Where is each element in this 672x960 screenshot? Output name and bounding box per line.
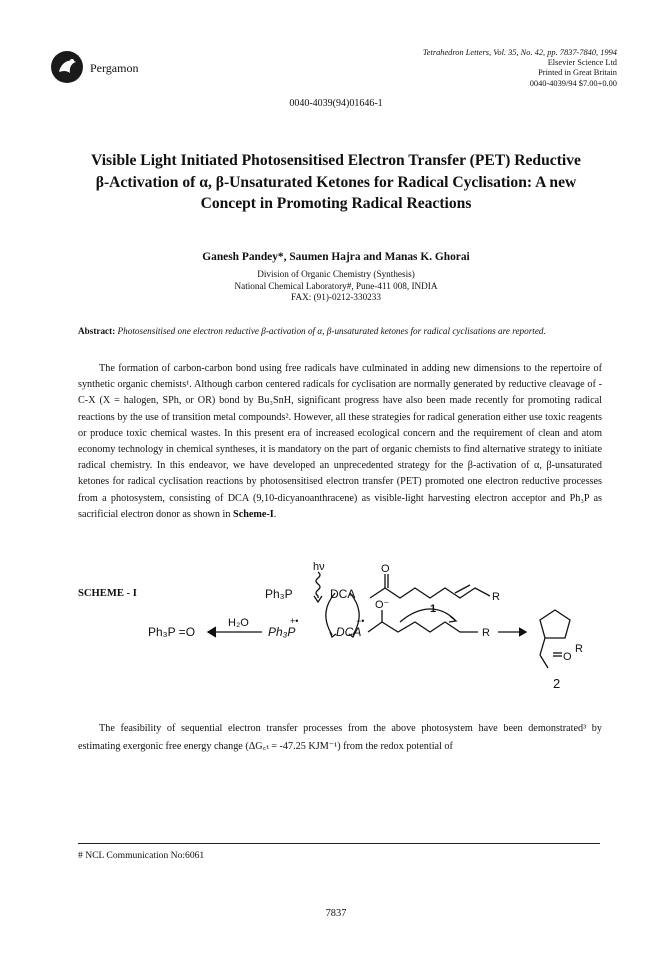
- product-oxygen: O: [563, 651, 572, 663]
- water-label: H₂O: [228, 617, 249, 629]
- dca-radical-anion: DCA: [336, 625, 362, 639]
- body-text: [78, 361, 602, 523]
- reaction-scheme: [0, 560, 672, 690]
- minus-dot-charge: −•: [356, 616, 365, 626]
- ketone-oxygen: O: [381, 563, 390, 575]
- pergamon-logo: [50, 50, 84, 84]
- paragraph-1-end: .: [273, 508, 277, 520]
- publisher-name: Pergamon: [90, 61, 139, 75]
- affiliation: [0, 269, 672, 304]
- substituent-r-top: R: [492, 591, 500, 603]
- paragraph-2: The feasibility of sequential electron transfer processes from the above photosystem have been demonstrated³ by estimating exergonic free energy change (ΔG꜀ₜ = -47.25 KJM⁻¹) from the redox potential of: [78, 723, 602, 752]
- substituent-r-middle: R: [482, 627, 490, 639]
- footnote: # NCL Communication No:6061: [78, 850, 205, 861]
- footnote-rule: [78, 843, 600, 844]
- title-line-1: Visible Light Initiated Photosensitised Electron Transfer (PET) Reductive: [91, 152, 581, 169]
- title-line-2: β-Activation of α, β-Unsaturated Ketones for Radical Cyclisation: A new: [95, 173, 577, 191]
- ph3p-radical-cation: Ph₃P: [268, 625, 296, 639]
- citation-journal: Tetrahedron Letters, Vol. 35, No. 42, pp. 7837-7840, 1994: [422, 48, 617, 57]
- abstract: [78, 325, 598, 338]
- compound-2-label: 2: [553, 676, 561, 690]
- citation-price: 0040-4039/94 $7.00+0.00: [529, 78, 617, 88]
- body-text-continued: [78, 720, 602, 755]
- article-title: [70, 150, 602, 215]
- scheme-reference: Scheme-I: [233, 508, 274, 520]
- cyclopentane-ring: [540, 610, 570, 638]
- paragraph-1-text: The formation of carbon-carbon bond using free radicals have culminated in adding new dimensions to the repertoire of synthetic organic chemists¹. Although carbon centered radicals for cyclisation are normally generated by reductive cleavage of -C-X (X = halogen, SPh, or OR) bond by Bu₃SnH, significant progress have also been made recently for promoting radical reactions by the use of transition metal compounds². However, all these strategies for radical generation either use toxic reagents or produce toxic chemical wastes. In this present era of increased ecological concern and the requirement of clean and atom economy technology in chemical syntheses, it is mandatory on the part of organic chemists to find alternative strategy to initiate radical chemistry. In this endeavor, we have developed an unprecedented strategy for the β-activation of α, β-unsaturated ketones for radical cyclisation reactions by photosensitised electron transfer (PET) promoted one electron reductive processes from a photosystem, consisting of DCA (9,10-dicyanoanthracene) as visible-light harvesting electron acceptor and Ph₃P as sacrificial electron donor as shown in: [78, 363, 602, 520]
- authors: Ganesh Pandey*, Saumen Hajra and Manas K. Ghorai: [202, 251, 470, 263]
- journal-citation: [423, 48, 617, 89]
- page-number: 7837: [325, 908, 347, 919]
- affiliation-lab: National Chemical Laboratory#, Pune-411 008, INDIA: [234, 280, 438, 291]
- dca-acceptor: DCA: [330, 587, 356, 601]
- substrate-chain: [370, 588, 490, 598]
- plus-dot-charge: +•: [290, 616, 299, 626]
- radical-anion-chain: [368, 622, 478, 632]
- light-label: hν: [313, 561, 325, 573]
- abstract-label: Abstract:: [78, 326, 116, 336]
- compound-1-label: 1: [430, 603, 437, 615]
- paragraph-1: [78, 361, 602, 523]
- abstract-text: Photosensitised one electron reductive β-activation of α, β-unsaturated ketones for radical cyclisations are reported.: [117, 326, 546, 336]
- substituent-r-product: R: [575, 643, 583, 655]
- light-arrow: [316, 572, 320, 598]
- affiliation-fax: FAX: (91)-0212-330233: [291, 292, 381, 303]
- affiliation-division: Division of Organic Chemistry (Synthesis): [257, 269, 415, 279]
- enolate-oxygen: O⁻: [375, 599, 390, 611]
- article-doi: 0040-4039(94)01646-1: [289, 98, 383, 109]
- scheme-label: SCHEME - I: [78, 588, 137, 599]
- ph3p-oxide: Ph₃P =O: [148, 625, 196, 639]
- ph3p-donor: Ph₃P: [265, 587, 293, 601]
- citation-printed: Printed in Great Britain: [538, 68, 617, 78]
- title-line-3: Concept in Promoting Radical Reactions: [200, 195, 472, 212]
- citation-publisher: Elsevier Science Ltd: [547, 58, 617, 68]
